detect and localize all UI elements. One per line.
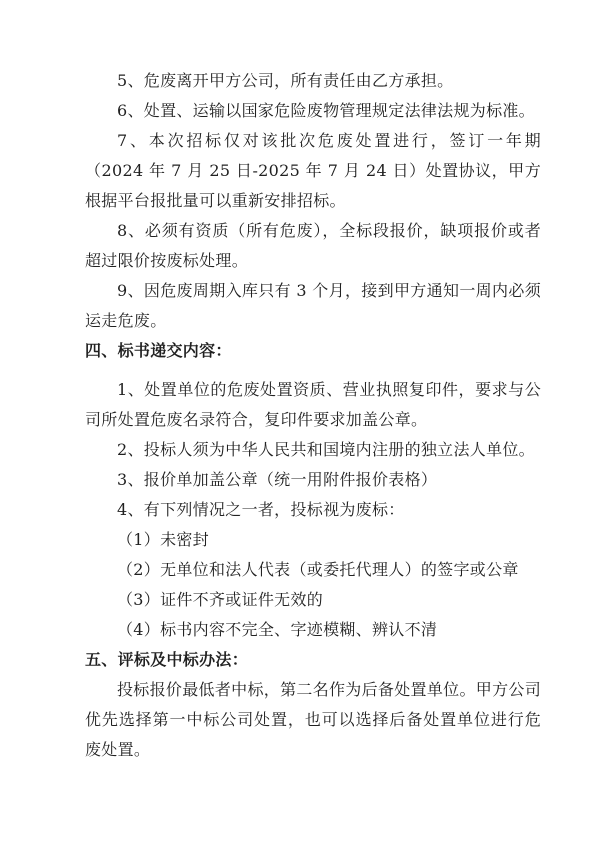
paragraph: （2）无单位和法人代表（或委托代理人）的签字或公章: [117, 560, 519, 579]
paragraph: 投标报价最低者中标，第二名作为后备处置单位。甲方公司优先选择第一中标公司处置，也可以选择后备处置单位进行危废处置。: [85, 680, 541, 759]
paragraph: 9、因危废周期入库只有 3 个月，接到甲方通知一周内必须运走危废。: [85, 281, 541, 330]
section-heading: 四、标书递交内容：: [85, 341, 232, 360]
paragraph: 4、有下列情况之一者，投标视为废标：: [117, 500, 405, 519]
paragraph: 3、报价单加盖公章（统一用附件报价表格）: [117, 470, 438, 489]
paragraph: （4）标书内容不完全、字迹模糊、辨认不清: [117, 620, 438, 639]
paragraph: 5、危废离开甲方公司，所有责任由乙方承担。: [117, 71, 454, 90]
section-heading: 五、评标及中标办法：: [85, 650, 249, 669]
paragraph: 1、处置单位的危废处置资质、营业执照复印件，要求与公司所处置危废名录符合，复印件要求加盖公章。: [85, 380, 541, 429]
paragraph: 8、必须有资质（所有危废），全标段报价，缺项报价或者超过限价按废标处理。: [85, 221, 541, 270]
paragraph: （3）证件不齐或证件无效的: [117, 590, 324, 609]
paragraph: 6、处置、运输以国家危险废物管理规定法律法规为标准。: [117, 101, 535, 120]
paragraph: 7、本次招标仅对该批次危废处置进行，签订一年期（2024 年 7 月 25 日-2025 年 7 月 24 日）处置协议，甲方根据平台报批量可以重新安排招标。: [85, 131, 541, 210]
paragraph: （1）未密封: [117, 530, 209, 549]
paragraph: 2、投标人须为中华人民共和国境内注册的独立法人单位。: [117, 440, 535, 459]
